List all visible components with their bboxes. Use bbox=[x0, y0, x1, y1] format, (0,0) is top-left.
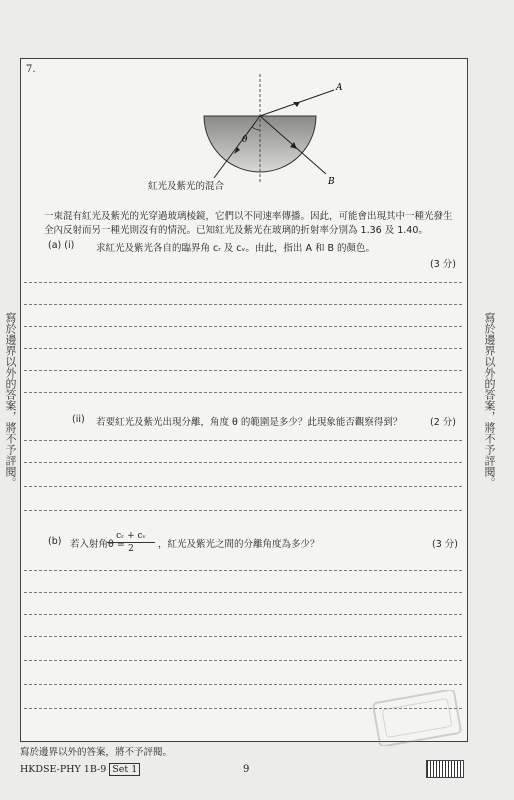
fraction bbox=[107, 531, 155, 554]
part-b-text-before: 若入射角θ = bbox=[70, 539, 125, 550]
paper-code-text: HKDSE-PHY 1B-9 bbox=[20, 764, 107, 775]
part-a-ii-text: 若要紅光及紫光出現分離，角度 θ 的範圍是多少？此現象能否觀察得到？ bbox=[96, 417, 403, 428]
answer-line bbox=[24, 592, 462, 593]
answer-line bbox=[24, 486, 462, 487]
part-a-ii-label: (ii) bbox=[72, 414, 85, 425]
answer-line bbox=[24, 614, 462, 615]
theta-label: θ bbox=[242, 135, 248, 145]
answer-line bbox=[24, 636, 462, 637]
fraction-numerator: cᵣ + cᵥ bbox=[107, 531, 155, 543]
footer-note: 寫於邊界以外的答案，將不予評閱。 bbox=[20, 747, 173, 758]
answer-line bbox=[24, 348, 462, 349]
answer-line bbox=[24, 326, 462, 327]
fraction-denominator: 2 bbox=[128, 544, 134, 554]
question-number: 7. bbox=[26, 64, 36, 75]
answer-line bbox=[24, 304, 462, 305]
part-b-label: (b) bbox=[48, 536, 62, 547]
right-margin-note: 寫於邊界以外的答案，將不予評閱。 bbox=[483, 312, 496, 488]
page-number: 9 bbox=[243, 764, 250, 775]
intro-line-1: 一束混有紅光及紫光的光穿過玻璃棱鏡，它們以不同速率傳播。因此，可能會出現其中一種光發生 bbox=[44, 211, 453, 222]
answer-line bbox=[24, 660, 462, 661]
diagram-caption: 紅光及紫光的混合 bbox=[148, 181, 225, 192]
part-a-i-label: (a) (i) bbox=[48, 240, 75, 251]
answer-line bbox=[24, 282, 462, 283]
answer-line bbox=[24, 392, 462, 393]
answer-line bbox=[24, 510, 462, 511]
label-B: B bbox=[328, 177, 335, 187]
paper-code bbox=[20, 764, 140, 775]
prism-diagram bbox=[140, 70, 360, 192]
set-box: Set 1 bbox=[109, 763, 140, 776]
part-a-i-marks: (3 分) bbox=[430, 259, 456, 270]
part-a-ii-marks: (2 分) bbox=[430, 417, 456, 428]
answer-line bbox=[24, 570, 462, 571]
answer-line bbox=[24, 440, 462, 441]
part-b-text-after: ，紅光及紫光之間的分離角度為多少？ bbox=[158, 539, 320, 550]
left-margin-note: 寫於邊界以外的答案，將不予評閱。 bbox=[4, 312, 17, 488]
barcode-box bbox=[426, 760, 464, 778]
label-A: A bbox=[336, 83, 343, 93]
watermark-stamp bbox=[372, 690, 462, 746]
answer-line bbox=[24, 684, 462, 685]
intro-line-2: 全內反射而另一種光則沒有的情況。已知紅光及紫光在玻璃的折射率分別為 1.36 及 1.40。 bbox=[44, 225, 428, 236]
answer-line bbox=[24, 370, 462, 371]
part-a-i-text: 求紅光及紫光各自的臨界角 cᵣ 及 cᵥ。由此，指出 A 和 B 的顏色。 bbox=[96, 243, 376, 254]
answer-line bbox=[24, 462, 462, 463]
part-b-marks: (3 分) bbox=[432, 539, 458, 550]
